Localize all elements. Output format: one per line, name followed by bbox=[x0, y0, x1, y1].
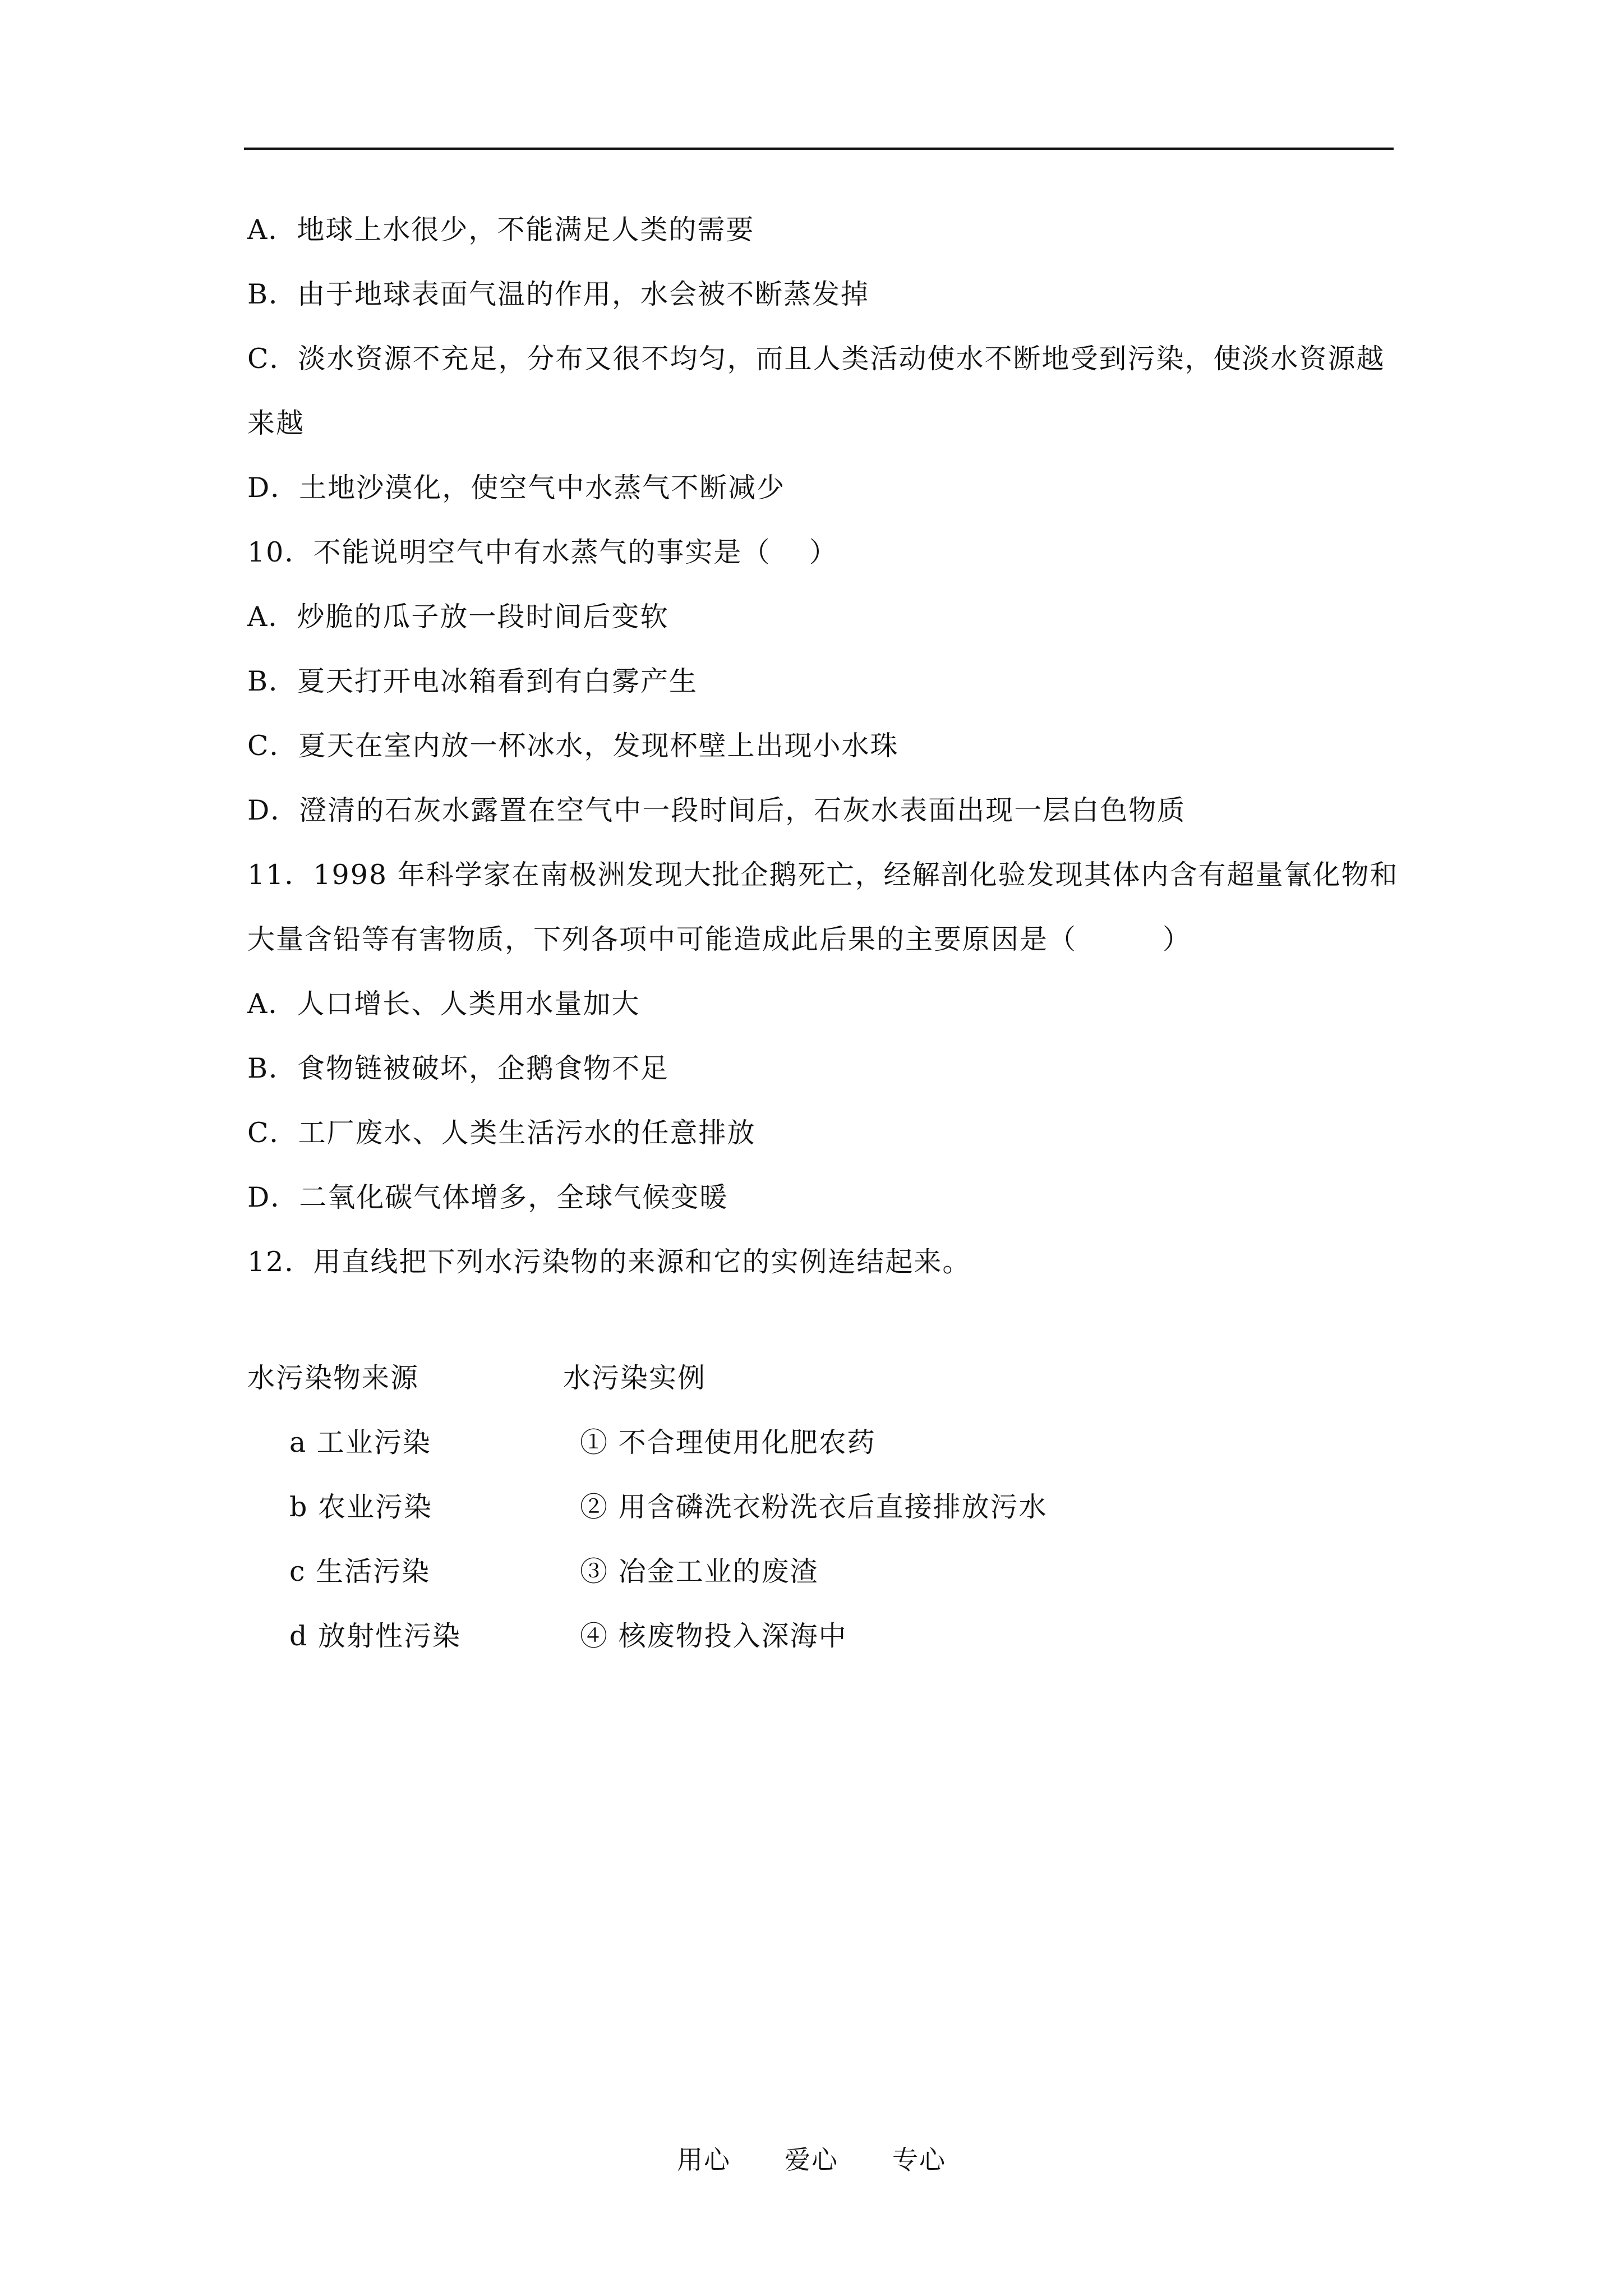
matching-header-left: 水污染物来源 bbox=[247, 1362, 419, 1394]
q10-option-c: C．夏天在室内放一杯冰水，发现杯壁上出现小水珠 bbox=[247, 730, 899, 762]
q9-option-c: C．淡水资源不充足，分布又很不均匀，而且人类活动使水不断地受到污染，使淡水资源越 bbox=[247, 343, 1385, 375]
matching-source: b 农业污染 bbox=[289, 1491, 432, 1523]
q9-option-b: B．由于地球表面气温的作用，水会被不断蒸发掉 bbox=[247, 278, 870, 310]
q9-option-a: A．地球上水很少，不能满足人类的需要 bbox=[247, 214, 755, 246]
q12-stem: 12．用直线把下列水污染物的来源和它的实例连结起来。 bbox=[247, 1246, 971, 1278]
q11-option-d: D．二氧化碳气体增多，全球气候变暖 bbox=[247, 1181, 728, 1213]
q11-stem-line1: 11．1998 年科学家在南极洲发现大批企鹅死亡，经解剖化验发现其体内含有超量氰化物和 bbox=[247, 859, 1399, 891]
q9-option-c-continued: 来越 bbox=[247, 407, 305, 439]
matching-source: a 工业污染 bbox=[289, 1427, 431, 1458]
matching-example: ② 用含磷洗衣粉洗衣后直接排放污水 bbox=[580, 1491, 1048, 1523]
q10-option-a: A．炒脆的瓜子放一段时间后变软 bbox=[247, 601, 669, 633]
header-rule bbox=[244, 148, 1394, 150]
q11-stem-line2: 大量含铅等有害物质，下列各项中可能造成此后果的主要原因是（ ） bbox=[247, 923, 1192, 955]
q11-option-a: A．人口增长、人类用水量加大 bbox=[247, 988, 640, 1020]
q10-option-b: B．夏天打开电冰箱看到有白雾产生 bbox=[247, 665, 698, 697]
q11-option-b: B．食物链被破坏，企鹅食物不足 bbox=[247, 1052, 670, 1084]
matching-source: c 生活污染 bbox=[289, 1556, 431, 1588]
q9-option-d: D．土地沙漠化，使空气中水蒸气不断减少 bbox=[247, 472, 786, 504]
matching-example: ① 不合理使用化肥农药 bbox=[580, 1427, 876, 1458]
matching-header-right: 水污染实例 bbox=[563, 1362, 707, 1394]
q10-stem: 10．不能说明空气中有水蒸气的事实是（ ） bbox=[247, 536, 838, 568]
page-footer: 用心 爱心 专心 bbox=[677, 2145, 946, 2175]
matching-source: d 放射性污染 bbox=[289, 1620, 461, 1652]
matching-example: ③ 冶金工业的废渣 bbox=[580, 1556, 819, 1588]
q11-option-c: C．工厂废水、人类生活污水的任意排放 bbox=[247, 1117, 756, 1149]
matching-example: ④ 核废物投入深海中 bbox=[580, 1620, 847, 1652]
q10-option-d: D．澄清的石灰水露置在空气中一段时间后，石灰水表面出现一层白色物质 bbox=[247, 794, 1186, 826]
